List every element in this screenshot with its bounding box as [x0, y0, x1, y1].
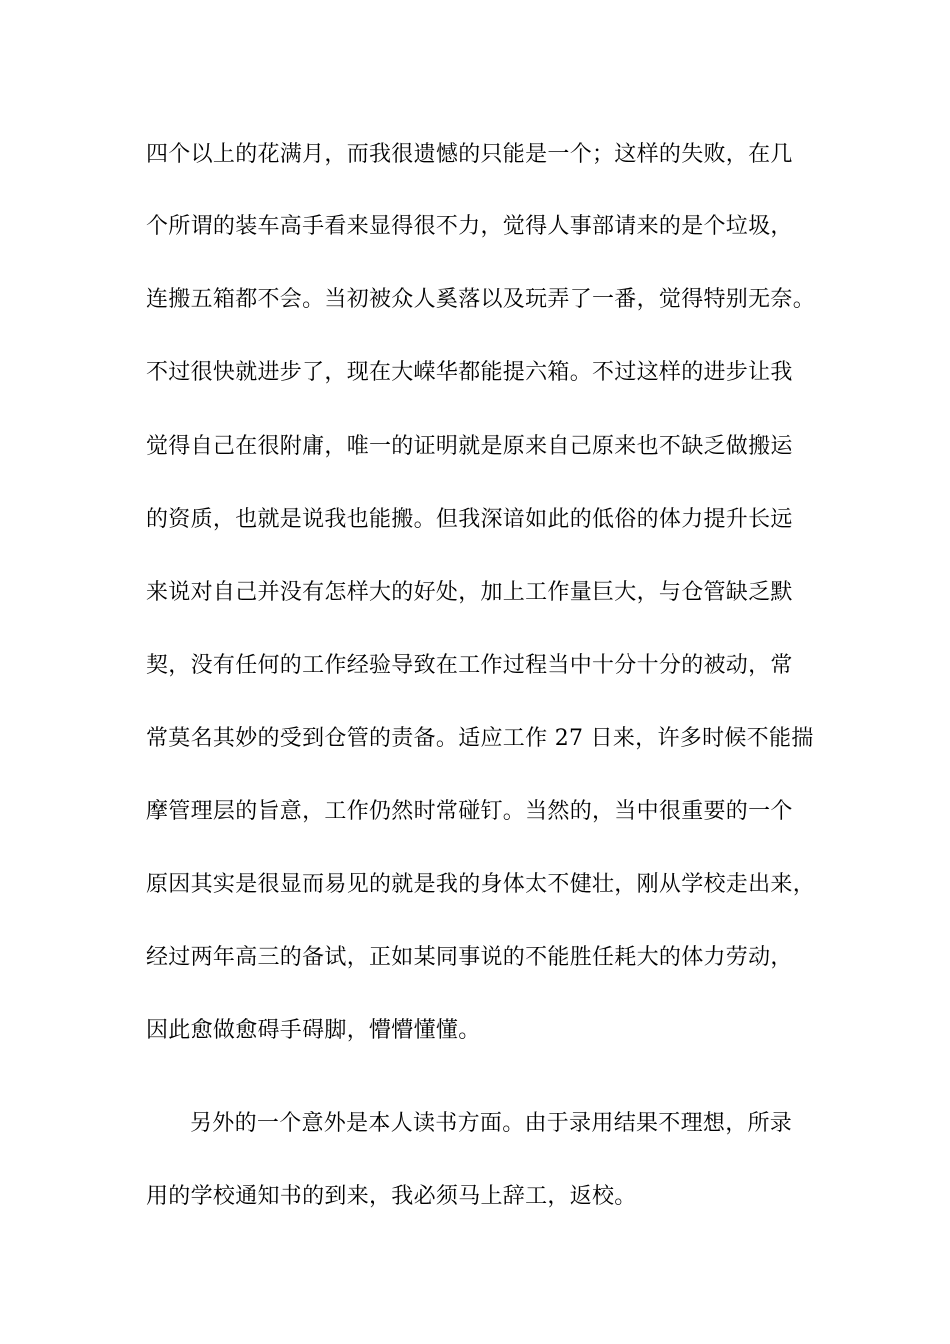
text-line: 的资质，也就是说我也能搬。但我深谙如此的低俗的体力提升长远	[146, 507, 793, 532]
text-line: 来说对自己并没有怎样大的好处，加上工作量巨大，与仓管缺乏默	[146, 580, 793, 605]
text-line: 觉得自己在很附庸，唯一的证明就是原来自己原来也不缺乏做搬运	[146, 434, 793, 459]
text-line: 契，没有任何的工作经验导致在工作过程当中十分十分的被动，常	[146, 653, 793, 678]
text-line: 四个以上的花满月，而我很遗憾的只能是一个；这样的失败，在几	[146, 142, 793, 167]
text-line: 不过很快就进步了，现在大嵘华都能提六箱。不过这样的进步让我	[146, 360, 793, 385]
paragraph-first-line: 另外的一个意外是本人读书方面。由于录用结果不理想，所录	[190, 1111, 793, 1136]
text-line: 因此愈做愈碍手碍脚，懵懵懂懂。	[146, 1018, 481, 1043]
text-line: 摩管理层的旨意，工作仍然时常碰钉。当然的，当中很重要的一个	[146, 799, 793, 824]
text-line: 常莫名其妙的受到仓管的责备。适应工作 27 日来，许多时候不能揣	[146, 726, 814, 751]
text-line: 用的学校通知书的到来，我必须马上辞工，返校。	[146, 1184, 637, 1209]
text-line: 原因其实是很显而易见的就是我的身体太不健壮，刚从学校走出来，	[146, 872, 816, 897]
text-line: 经过两年高三的备试，正如某同事说的不能胜任耗大的体力劳动，	[146, 945, 793, 970]
text-line: 个所谓的装车高手看来显得很不力，觉得人事部请来的是个垃圾，	[146, 214, 793, 239]
text-line: 连搬五箱都不会。当初被众人奚落以及玩弄了一番，觉得特别无奈。	[146, 287, 816, 312]
